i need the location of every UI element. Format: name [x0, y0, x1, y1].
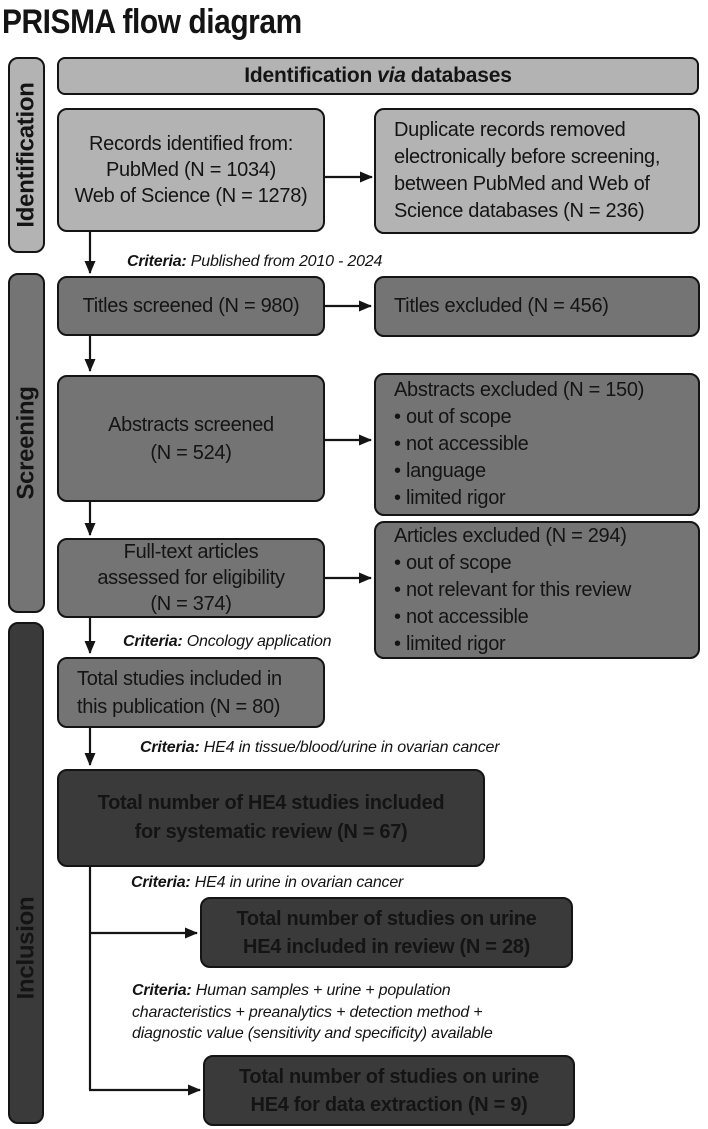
- box-line: for systematic review (N = 67): [134, 821, 408, 843]
- criteria-published: [127, 251, 382, 273]
- criteria-label: Criteria:: [127, 253, 187, 270]
- criteria-tissue: [140, 737, 499, 759]
- box-line: Abstracts screened: [108, 413, 274, 436]
- fulltext-assessed-box: [57, 538, 325, 618]
- page-title: PRISMA flow diagram: [2, 3, 302, 41]
- box-line: • limited rigor: [394, 487, 506, 509]
- articles-excluded-box: [374, 521, 700, 659]
- criteria-label: Criteria:: [140, 739, 200, 756]
- sidebar-screening-label: Screening: [12, 386, 40, 500]
- criteria-text: HE4 in urine in ovarian cancer: [190, 874, 404, 891]
- header-identification-via-databases: [57, 57, 699, 95]
- criteria-extraction: [132, 980, 493, 1045]
- sidebar-screening: [8, 273, 45, 613]
- total-included-box: [57, 657, 325, 728]
- abstracts-screened-box: [57, 375, 325, 502]
- box-line: • limited rigor: [394, 632, 506, 655]
- box-line: Duplicate records removed: [394, 119, 626, 141]
- box-line: electronically before screening,: [394, 146, 661, 168]
- criteria-oncology: [123, 631, 331, 653]
- box-line: assessed for eligibility: [97, 567, 285, 589]
- criteria-line: [132, 980, 493, 1002]
- criteria-text: HE4 in tissue/blood/urine in ovarian cancer: [199, 739, 500, 756]
- header-emphasis: via: [377, 64, 406, 87]
- box-line: Science databases (N = 236): [394, 200, 645, 222]
- box-line: Web of Science (N = 1278): [74, 185, 308, 207]
- titles-excluded-box: [374, 276, 700, 337]
- sidebar-inclusion: [8, 622, 44, 1124]
- criteria-text: Human samples + urine + population: [191, 982, 451, 999]
- criteria-label: Criteria:: [132, 982, 192, 999]
- box-line: Titles excluded (N = 456): [394, 295, 609, 317]
- criteria-label: Criteria:: [131, 874, 191, 891]
- box-line: Abstracts excluded (N = 150): [394, 379, 645, 401]
- box-line: Total number of studies on urine: [238, 1065, 540, 1088]
- titles-screened-box: [57, 276, 325, 336]
- box-line: • not relevant for this review: [394, 578, 631, 601]
- sidebar-inclusion-label: Inclusion: [12, 896, 40, 1000]
- box-line: Full-text articles: [123, 541, 259, 563]
- abstracts-excluded-box: [374, 373, 700, 516]
- box-line: PubMed (N = 1034): [106, 159, 276, 181]
- box-line: Titles screened (N = 980): [82, 294, 300, 317]
- urine-review-box: [200, 897, 573, 968]
- duplicates-removed-box: [374, 108, 700, 234]
- criteria-urine: [131, 872, 403, 894]
- box-line: Total number of HE4 studies included: [97, 792, 445, 814]
- header-prefix: Identification: [244, 64, 373, 87]
- box-line: • out of scope: [394, 406, 512, 428]
- sidebar-identification: [8, 57, 45, 253]
- he4-review-box: [57, 769, 485, 867]
- box-line: Articles excluded (N = 294): [394, 524, 627, 547]
- urine-extraction-box: [203, 1055, 575, 1126]
- criteria-line: diagnostic value (sensitivity and specificity) available: [132, 1025, 493, 1042]
- box-line: • not accessible: [394, 433, 529, 455]
- criteria-label: Criteria:: [123, 633, 183, 650]
- box-line: this publication (N = 80): [77, 695, 281, 718]
- box-line: Records identified from:: [88, 133, 293, 155]
- box-line: HE4 included in review (N = 28): [243, 935, 530, 958]
- criteria-line: characteristics + preanalytics + detection method +: [132, 1003, 483, 1021]
- box-line: Total number of studies on urine: [236, 907, 537, 930]
- header-suffix: databases: [410, 64, 512, 87]
- box-line: between PubMed and Web of: [394, 173, 650, 195]
- box-line: HE4 for data extraction (N = 9): [250, 1093, 528, 1116]
- sidebar-identification-label: Identification: [12, 82, 40, 228]
- box-line: • out of scope: [394, 551, 512, 574]
- box-line: Total studies included in: [77, 667, 282, 690]
- box-line: (N = 524): [150, 441, 232, 464]
- box-line: • not accessible: [394, 605, 529, 628]
- criteria-text: Published from 2010 - 2024: [186, 253, 383, 270]
- box-line: • language: [394, 460, 486, 482]
- records-identified-box: [57, 108, 325, 232]
- criteria-text: Oncology application: [182, 633, 332, 650]
- box-line: (N = 374): [150, 593, 232, 615]
